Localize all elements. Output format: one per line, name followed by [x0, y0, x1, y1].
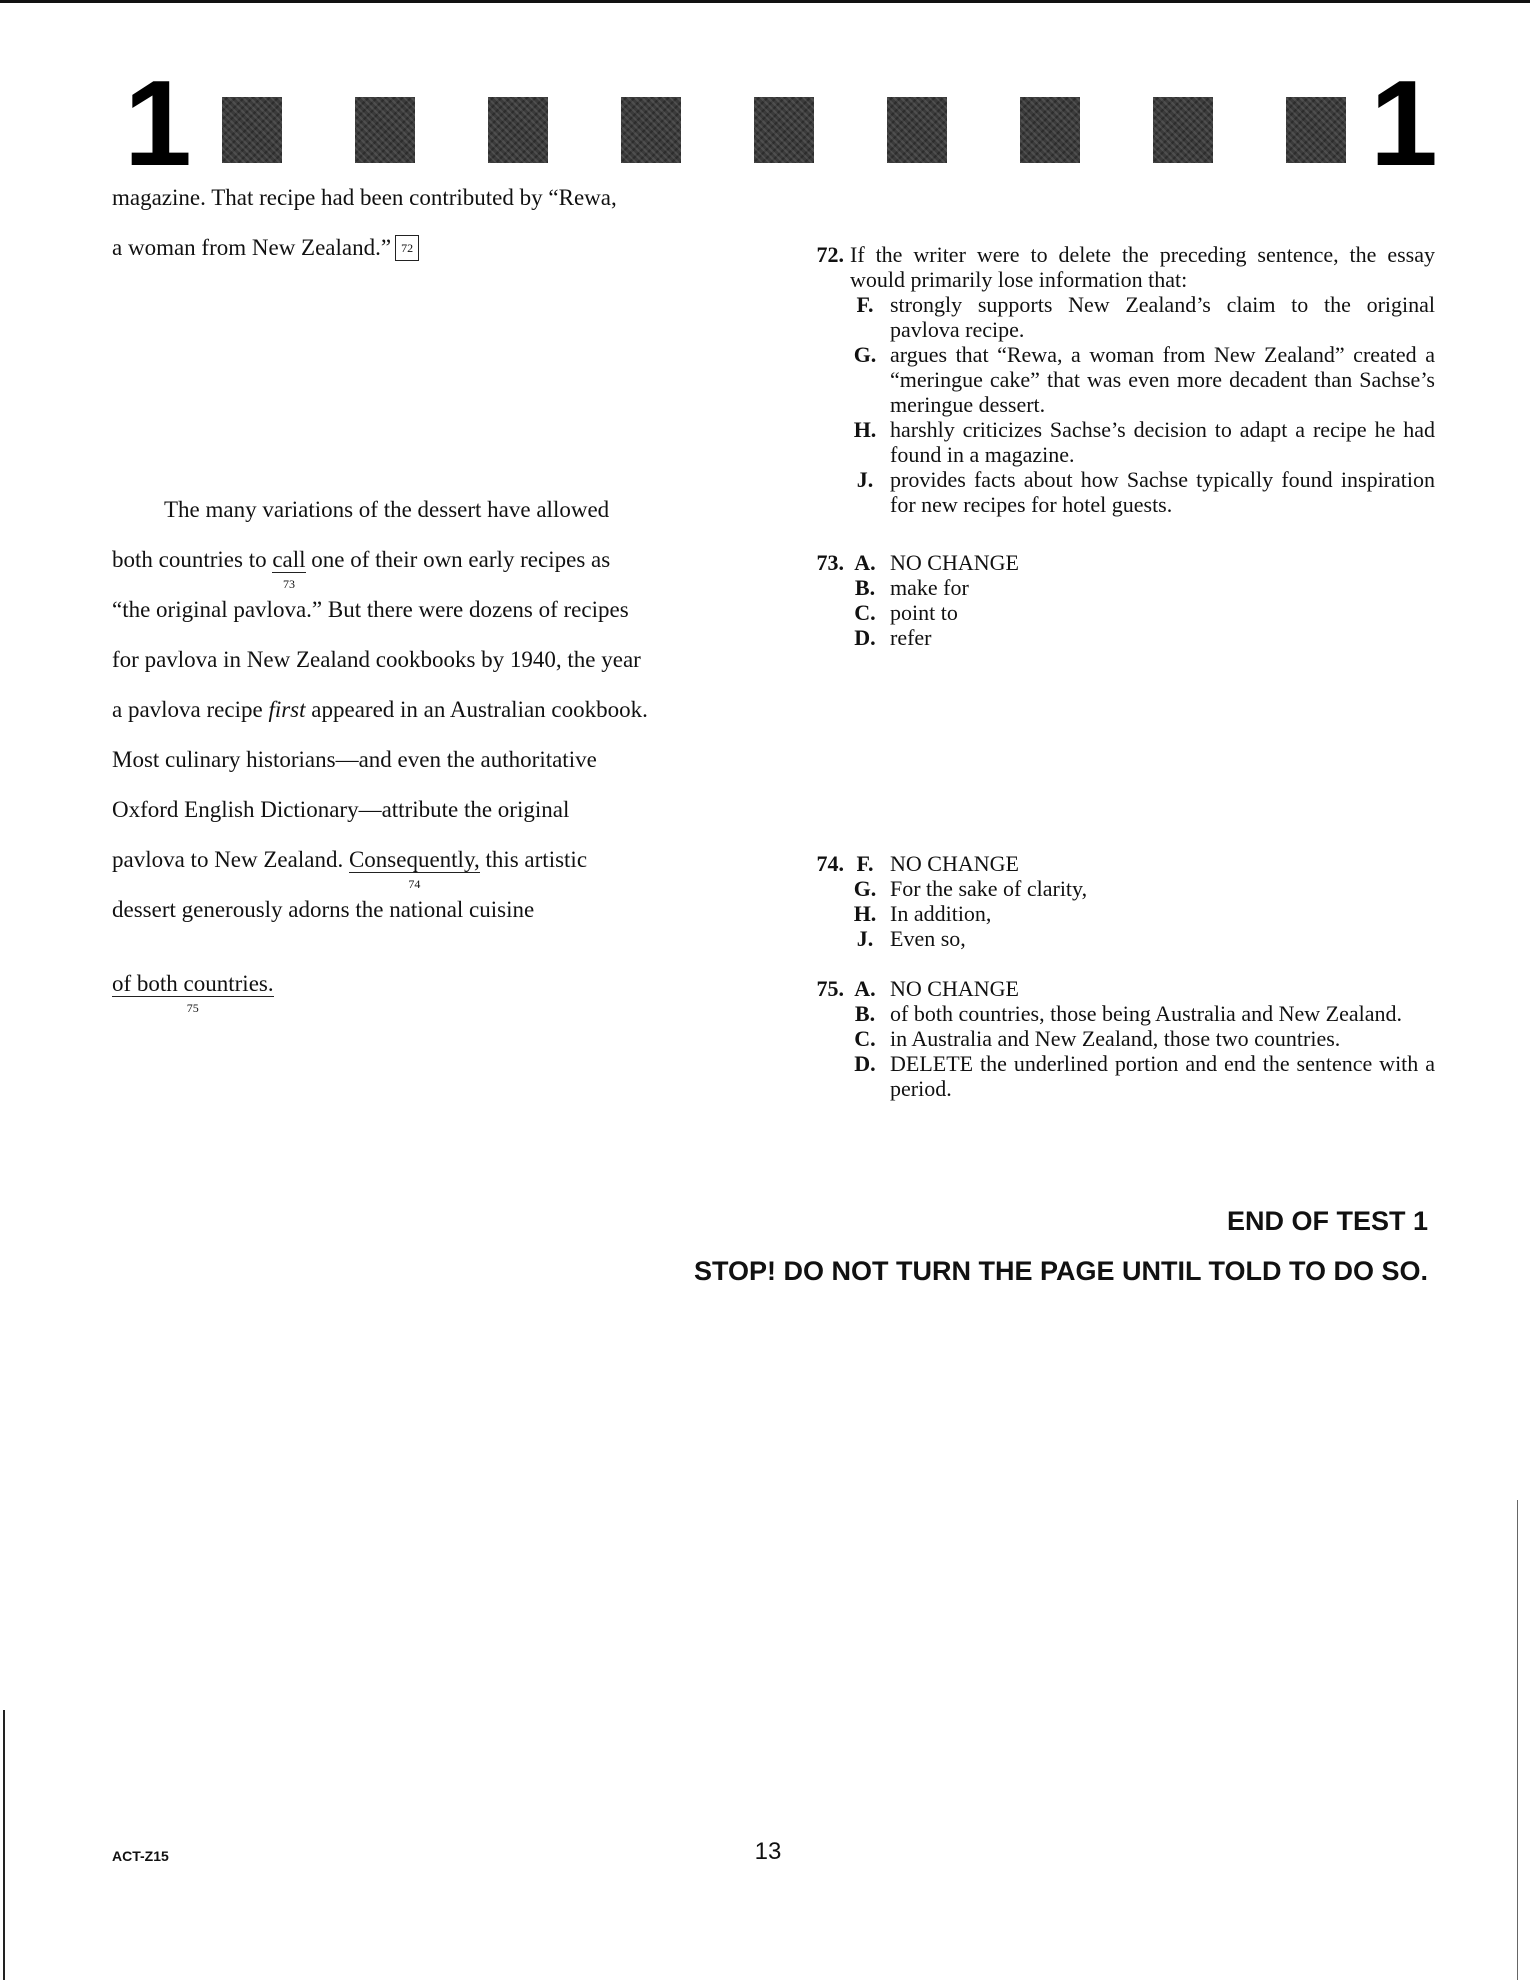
option-letter: J.	[856, 467, 874, 492]
scan-edge-left	[3, 1710, 5, 1980]
option-text: make for	[890, 575, 969, 600]
answer-option-j[interactable]	[800, 467, 1435, 517]
option-letter: A.	[854, 550, 876, 575]
scan-edge-right	[1517, 1500, 1518, 1980]
header-block	[887, 97, 947, 163]
passage-line	[112, 696, 648, 724]
passage-line	[112, 234, 419, 262]
passage-line	[112, 846, 588, 891]
answer-option-h[interactable]	[800, 901, 1435, 926]
passage-line: dessert generously adorns the national cuisine	[112, 897, 535, 922]
underlined-text: call	[272, 547, 306, 572]
option-text: in Australia and New Zealand, those two countries.	[890, 1026, 1341, 1051]
header-block	[1020, 97, 1080, 163]
header-block	[355, 97, 415, 163]
section-number-left: 1	[124, 55, 192, 191]
header-block	[222, 97, 282, 163]
option-letter: F.	[856, 292, 874, 317]
option-letter: G.	[853, 342, 877, 367]
question-73	[800, 550, 1435, 650]
question-ref-box-72[interactable]: 72	[395, 235, 419, 261]
option-text: Even so,	[890, 926, 966, 951]
option-text: point to	[890, 600, 958, 625]
passage-text: this artistic	[479, 847, 588, 872]
passage-text: a woman from New Zealand.”	[112, 235, 392, 260]
section-number-right: 1	[1370, 55, 1438, 191]
passage-line: magazine. That recipe had been contributed by “Rewa,	[112, 185, 617, 210]
option-letter: D.	[854, 625, 876, 650]
option-text: provides facts about how Sachse typically found inspiration for new recipes for hotel guests.	[890, 467, 1435, 517]
form-code: ACT-Z15	[112, 1848, 169, 1864]
header-block	[488, 97, 548, 163]
answer-option-h[interactable]	[800, 417, 1435, 467]
top-border	[0, 0, 1530, 3]
end-of-test-title: END OF TEST 1	[1226, 1206, 1428, 1236]
end-of-test-notice	[694, 1196, 1428, 1296]
passage-text: appeared in an Australian cookbook.	[305, 697, 648, 722]
passage-line: Most culinary historians—and even the authoritative	[112, 747, 597, 772]
header-blocks	[222, 97, 1352, 163]
option-text: strongly supports New Zealand’s claim to the original pavlova recipe.	[890, 292, 1435, 342]
option-letter: D.	[854, 1051, 876, 1076]
option-text: NO CHANGE	[890, 851, 1019, 876]
question-number: 73.	[816, 550, 844, 575]
option-letter: A.	[854, 976, 876, 1001]
underline-number: 74	[408, 877, 421, 891]
passage-line: “the original pavlova.” But there were dozens of recipes	[112, 597, 629, 622]
question-number: 72.	[816, 242, 844, 267]
answer-option-g[interactable]	[800, 876, 1435, 901]
question-number: 75.	[816, 976, 844, 1001]
option-letter: B.	[854, 575, 876, 600]
underlined-portion-74[interactable]	[348, 847, 480, 891]
option-letter: F.	[856, 851, 874, 876]
option-text: NO CHANGE	[890, 550, 1019, 575]
option-letter: J.	[856, 926, 874, 951]
question-74	[800, 851, 1435, 951]
answer-option-f[interactable]	[800, 851, 1435, 876]
answer-option-j[interactable]	[800, 926, 1435, 951]
option-letter: C.	[854, 1026, 876, 1051]
answer-option-b[interactable]	[800, 1001, 1435, 1026]
passage-line: The many variations of the dessert have allowed	[164, 497, 610, 522]
question-number: 74.	[816, 851, 844, 876]
question-text: If the writer were to delete the preceding sentence, the essay would primarily lose information that:	[850, 242, 1435, 292]
underlined-text: Consequently,	[348, 847, 480, 872]
emphasis-text: first	[268, 697, 306, 722]
option-text: harshly criticizes Sachse’s decision to adapt a recipe he had found in a magazine.	[890, 417, 1435, 467]
passage-text: a pavlova recipe	[112, 697, 269, 722]
answer-option-f[interactable]	[800, 292, 1435, 342]
stop-instruction: STOP! DO NOT TURN THE PAGE UNTIL TOLD TO DO SO.	[693, 1256, 1428, 1286]
option-letter: H.	[853, 417, 877, 442]
option-letter: C.	[854, 600, 876, 625]
option-text: refer	[890, 625, 932, 650]
passage-line	[112, 970, 274, 1015]
option-letter: B.	[854, 1001, 876, 1026]
header-block	[754, 97, 814, 163]
answer-option-d[interactable]	[800, 1051, 1435, 1101]
option-text: For the sake of clarity,	[890, 876, 1088, 901]
answer-option-d[interactable]	[800, 625, 1435, 650]
option-text: of both countries, those being Australia and New Zealand.	[890, 1001, 1402, 1026]
underline-number: 73	[282, 577, 295, 591]
answer-option-b[interactable]	[800, 575, 1435, 600]
passage-line: Oxford English Dictionary—attribute the original	[112, 797, 570, 822]
question-72	[800, 242, 1435, 517]
answer-option-g[interactable]	[800, 342, 1435, 417]
option-letter: G.	[853, 876, 877, 901]
passage-text: both countries to	[112, 547, 273, 572]
question-stem	[800, 242, 1435, 292]
header-block	[1286, 97, 1346, 163]
answer-option-a[interactable]	[800, 976, 1435, 1001]
option-letter: H.	[853, 901, 877, 926]
page-number: 13	[754, 1838, 782, 1865]
option-text: argues that “Rewa, a woman from New Zealand” created a “meringue cake” that was even more decadent than Sachse’s meringue dessert.	[890, 342, 1435, 417]
passage-line: for pavlova in New Zealand cookbooks by 1940, the year	[112, 647, 641, 672]
header-block	[1153, 97, 1213, 163]
question-75	[800, 976, 1435, 1101]
answer-option-c[interactable]	[800, 600, 1435, 625]
option-text: NO CHANGE	[890, 976, 1019, 1001]
header-block	[621, 97, 681, 163]
passage-line	[112, 546, 611, 591]
underlined-text: of both countries.	[112, 971, 274, 996]
answer-option-a[interactable]	[800, 550, 1435, 575]
option-text: DELETE the underlined portion and end the sentence with a period.	[890, 1051, 1435, 1101]
passage-text: one of their own early recipes as	[305, 547, 611, 572]
underlined-portion-73[interactable]	[272, 547, 306, 591]
passage-text: pavlova to New Zealand.	[112, 847, 349, 872]
underlined-portion-75[interactable]	[112, 971, 274, 1015]
underline-number: 75	[186, 1001, 199, 1015]
option-text: In addition,	[890, 901, 992, 926]
answer-option-c[interactable]	[800, 1026, 1435, 1051]
